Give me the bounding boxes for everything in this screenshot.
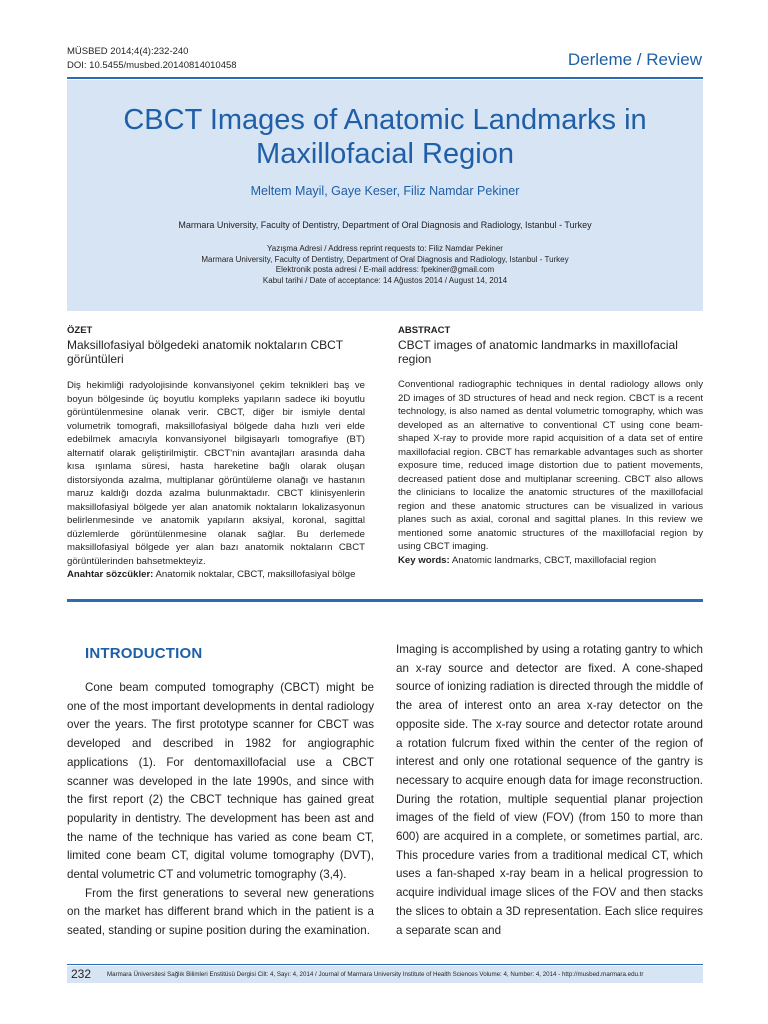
abstract-keywords xyxy=(398,554,703,568)
title-line-2: Maxillofacial Region xyxy=(256,138,514,170)
contact-line: Kabul tarihi / Date of acceptance: 14 Ağustos 2014 / August 14, 2014 xyxy=(262,275,508,285)
page-footer xyxy=(67,966,703,983)
ozet-keywords-text: Anatomik noktalar, CBCT, maksillofasiyal bölge xyxy=(153,569,356,580)
abstract-keywords-label: Key words: xyxy=(398,554,450,566)
contact-info xyxy=(67,244,703,286)
article-title xyxy=(67,103,703,171)
ozet-keywords xyxy=(67,568,365,582)
abstract-body: Conventional radiographic techniques in dental radiology allows only 2D images of 3D structures of head and neck region. CBCT is a recent technology, is also named as dental volumetric tomography, which was developed as an alternative to conventional CT using cone beam-shaped X-ray to provide more rapid acquisition of a data set of entire maxillofacial region. CBCT has remarkable advantages such as shorter exposure time, reduced image distortion due to patient movements, decreased patient dose and multiplanar screening. CBCT also allows the clinicians to localize the anatomic structures of the maxillofacial region and these anatomic structures can be visualized in various planes such as axial, coronal and sagittal planes. In this review we mentioned some anatomic structures of the maxillofacial region by using CBCT imaging. xyxy=(398,379,703,552)
contact-line: Yazışma Adresi / Address reprint requests to: Filiz Namdar Pekiner xyxy=(267,244,503,253)
ozet-subtitle: Maksillofasiyal bölgedeki anatomik noktaların CBCT görüntüleri xyxy=(67,338,343,366)
title-line-1: CBCT Images of Anatomic Landmarks in xyxy=(123,104,647,136)
body-paragraph: Imaging is accomplished by using a rotating gantry to which an x-ray source and detector are fixed. A cone-shaped source of ionizing radiation is directed through the middle of the area of interest onto an area x-ray detector on the opposite side. The x-ray source and detector rotate around a rotation fulcrum fixed within the center of the region of interest and only one rotational sequence of the gantry is necessary to acquire enough data for image reconstruction. During the rotation, multiple sequential planar projection images of the field of view (FOV) (from 150 to more than 600) are acquired in a complete, or sometimes partial, arc. This procedure varies from a traditional medical CT, which uses a fan-shaped x-ray beam in a helical progression to acquire individual image slices of the FOV and then stacks the slices to obtain a 3D representation. Each slice requires a separate scan and xyxy=(396,643,703,937)
abstract-section xyxy=(398,325,703,567)
ozet-body: Diş hekimliği radyolojisinde konvansiyonel çekim teknikleri baş ve boyun bölgesinde üç boyutlu kompleks yapıların sadece iki boyutlu görüntülenmesine olanak verir. CBCT, diğer bir ismiyle dental volumetrik tomografi, maksillofasiyal bölgede daha hızlı veri elde edebilmek amacıyla konvansiyonel bilgisayarlı tomografiye (BT) alternatif olarak geliştirilmiştir. CBCT'nin avantajları arasında daha kısa ışınlama süresi, hasta hareketine bağlı olarak oluşan distorsiyonda azalma, multiplanar görüntüleme olanağı ve hastanın maruz kaldığı dozda azalma bulunmaktadır. CBCT klinisyenlerin maksillofasiyal bölgede yer alan anatomik noktaların lokalizasyonun belirlenmesinde ve anatomik yapıların aksiyal, koronal, sagittal düzlemlerde görüntülenmesine olanak sağlar. Bu derlemede maksillofasiyal bölgede yer alan bazı anatomik noktaların CBCT görüntülerinden bahsetmekteyiz. xyxy=(67,380,365,567)
body-paragraph: Cone beam computed tomography (CBCT) might be one of the most important developments in dental radiology over the years. The first prototype scanner for CBCT was developed and described in 1982 for angiographic applications (1). For dentomaxillofacial use a CBCT scanner was developed in the late 1990s, and since with the first report (2) the CBCT technique has gained great popularity in dentistry. The development has been ast and the name of the technique has varied as cone beam CT, limited cone beam CT, digital volume tomography (DVT), dental volumetric CT and volumetric tomography (3,4). xyxy=(67,681,374,882)
page-number: 232 xyxy=(70,967,92,981)
journal-doi: DOI: 10.5455/musbed.20140814010458 xyxy=(67,60,237,71)
article-header xyxy=(67,80,703,311)
ozet-heading: ÖZET xyxy=(67,325,93,336)
affiliation: Marmara University, Faculty of Dentistry, Department of Oral Diagnosis and Radiology, Istanbul - Turkey xyxy=(178,220,592,230)
journal-reference xyxy=(67,45,237,73)
footer-rule xyxy=(67,964,703,965)
body-right-column xyxy=(396,641,703,940)
abstract-heading: ABSTRACT xyxy=(398,325,451,336)
top-rule xyxy=(67,77,703,79)
authors: Meltem Mayil, Gaye Keser, Filiz Namdar Pekiner xyxy=(250,184,520,198)
section-tag: Derleme / Review xyxy=(567,50,702,69)
introduction-heading: INTRODUCTION xyxy=(85,645,203,662)
ozet-keywords-label: Anahtar sözcükler: xyxy=(67,569,154,580)
contact-line: Elektronik posta adresi / E-mail address: fpekiner@gmail.com xyxy=(275,265,495,274)
contact-line: Marmara University, Faculty of Dentistry, Department of Oral Diagnosis and Radiology, Istanbul - Turkey xyxy=(201,254,569,264)
abstract-subtitle: CBCT images of anatomic landmarks in maxillofacial region xyxy=(398,338,678,366)
ozet-section xyxy=(67,325,365,582)
journal-citation: MÜSBED 2014;4(4):232-240 xyxy=(67,46,189,57)
body-left-column xyxy=(67,679,374,941)
abstract-keywords-text: Anatomic landmarks, CBCT, maxillofacial region xyxy=(449,554,657,566)
footer-citation: Marmara Üniversitesi Sağlık Bilimleri Enstitüsü Dergisi Cilt: 4, Sayı: 4, 2014 / Journal of Marmara University Institute of Health Sciences Volume: 4, Number: 4, 2014 - http://musbed.marmara.edu.tr xyxy=(107,971,644,978)
section-divider xyxy=(67,599,703,602)
body-paragraph: From the first generations to several new generations on the market has different brand which in the patient is a seated, standing or supine position during the examination. xyxy=(67,886,374,938)
